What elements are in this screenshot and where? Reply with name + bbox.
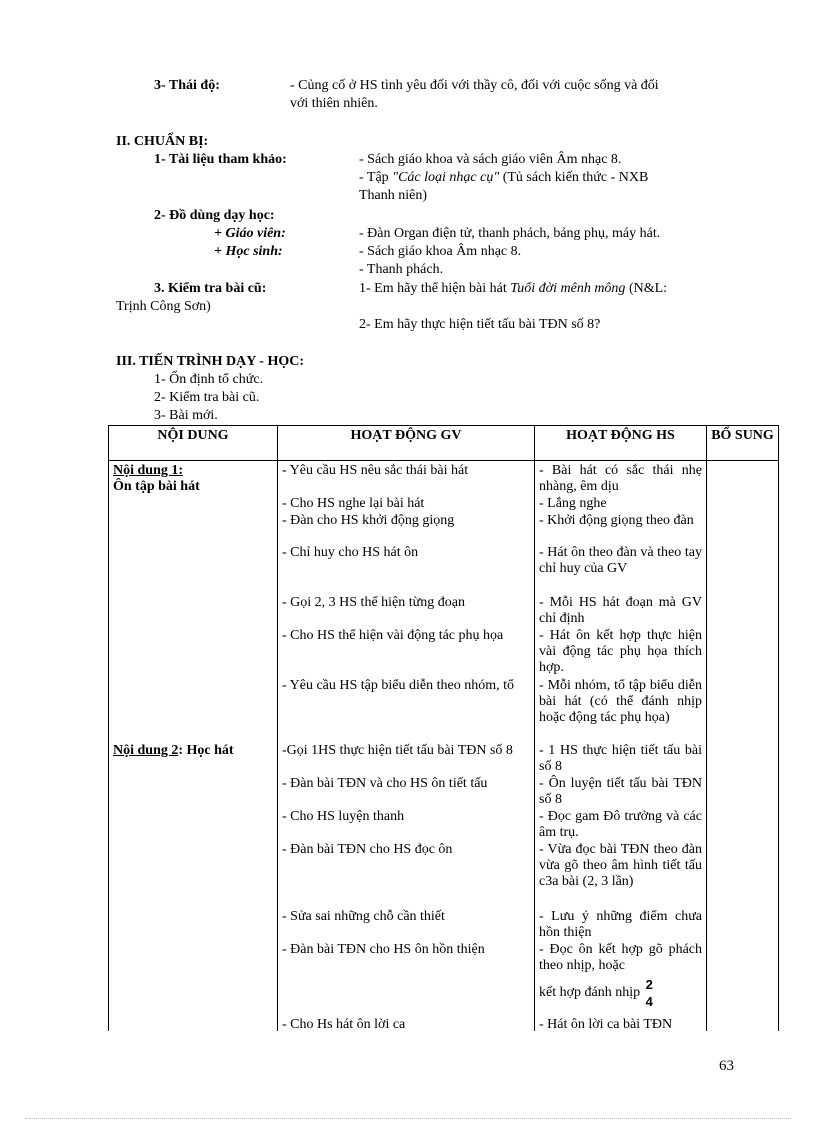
gv-item: - Đàn bài TĐN cho HS ôn hồn thiện (282, 942, 485, 957)
page-bottom-divider (25, 1118, 791, 1119)
step-2: 2- Kiểm tra bài cũ. (154, 390, 260, 405)
gv-item: -Gọi 1HS thực hiện tiết tấu bài TĐN số 8 (282, 743, 513, 758)
gv-cell (278, 461, 535, 1032)
teacher-label: + Giáo viên: (214, 226, 286, 241)
hs-item: - 1 HS thực hiện tiết tấu bài số 8 (539, 743, 702, 774)
reference-item-2 (359, 170, 648, 186)
gv-item: - Gọi 2, 3 HS thể hiện từng đoạn (282, 595, 465, 610)
hs-item: - Khởi động giọng theo đàn (539, 513, 694, 528)
check-question-2: 2- Em hãy thực hiện tiết tấu bài TĐN số 8? (359, 317, 601, 332)
hs-item: - Bài hát có sắc thái nhẹ nhàng, êm dịu (539, 463, 702, 494)
gv-item: - Đàn bài TĐN cho HS đọc ôn (282, 842, 453, 857)
check-question-1-song: Tuổi đời mênh mông (510, 281, 626, 296)
content-1 (113, 463, 200, 495)
header-content: NỘI DUNG (109, 426, 278, 461)
hs-item: - Mỗi HS hát đoạn mà GV chỉ định (539, 595, 702, 626)
reference-item-2-prefix: - Tập (359, 170, 393, 185)
reference-item-2-title: "Các loại nhạc cụ" (392, 170, 500, 185)
hs-item: - Đọc ôn kết hợp gõ phách theo nhịp, hoặc (539, 942, 702, 973)
teacher-items: - Đàn Organ điện tử, thanh phách, bảng phụ, máy hát. (359, 226, 661, 241)
hs-item: - Lưu ý những điểm chưa hồn thiện (539, 909, 702, 940)
hs-item: - Ôn luyện tiết tấu bài TĐN số 8 (539, 776, 702, 807)
gv-item: - Cho HS nghe lại bài hát (282, 496, 425, 511)
tools-label: 2- Đồ dùng dạy học: (154, 208, 275, 223)
gv-item: - Chỉ huy cho HS hát ôn (282, 545, 419, 560)
student-item-2: - Thanh phách. (359, 262, 444, 277)
gv-item: - Cho HS luyện thanh (282, 809, 405, 824)
hs-item: - Hát ôn kết hợp thực hiện vài động tác phụ họa thích hợp. (539, 628, 702, 675)
gv-item: - Đàn cho HS khởi động giọng (282, 513, 455, 528)
section3-heading: III. TIẾN TRÌNH DẠY - HỌC: (116, 354, 304, 369)
time-signature (646, 976, 653, 1010)
header-gv: HOẠT ĐỘNG GV (278, 426, 535, 461)
extra-cell (707, 461, 779, 1032)
hs-item: - Vừa đọc bài TĐN theo đàn vừa gõ theo âm hình tiết tấu c3a bài (2, 3 lần) (539, 842, 702, 889)
hs-item-text: kết hợp đánh nhịp (539, 985, 641, 1001)
hs-cell (535, 461, 707, 1032)
reference-item-2-suffix: (Tủ sách kiến thức - NXB (499, 170, 649, 185)
content-2 (113, 743, 234, 759)
check-question-1-prefix: 1- Em hãy thể hiện bài hát (359, 281, 511, 296)
check-label: 3. Kiểm tra bài cũ: (154, 281, 267, 296)
hs-item: - Đọc gam Đô trưởng và các âm trụ. (539, 809, 702, 840)
gv-item: - Sửa sai những chỗ cần thiết (282, 909, 445, 924)
hs-item: - Mỗi nhóm, tổ tập biểu diễn bài hát (có thể đánh nhịp hoặc động tác phụ họa) (539, 678, 702, 725)
content-1-title: Nội dung 1: (113, 463, 184, 478)
section2-heading: II. CHUẨN BỊ: (116, 134, 209, 149)
check-question-1-cont: Trịnh Công Sơn) (116, 299, 211, 314)
header-hs: HOẠT ĐỘNG HS (535, 426, 707, 461)
check-question-1-suffix: (N&L: (625, 281, 668, 296)
step-1: 1- Ổn định tổ chức. (154, 372, 264, 387)
attitude-label: 3- Thái độ: (154, 78, 220, 93)
student-label: + Học sinh: (214, 244, 283, 259)
attitude-text-line2: với thiên nhiên. (290, 96, 378, 111)
table-row (109, 461, 779, 1032)
time-signature-bottom: 4 (645, 994, 653, 1009)
hs-item-time-signature (539, 976, 653, 1010)
gv-item: - Yêu cầu HS nêu sắc thái bài hát (282, 463, 469, 478)
content-2-rest: : Học hát (178, 743, 234, 758)
time-signature-top: 2 (645, 977, 653, 992)
student-item-1: - Sách giáo khoa Âm nhạc 8. (359, 244, 522, 259)
gv-item: - Cho HS thể hiện vài động tác phụ họa (282, 628, 504, 643)
gv-item: - Cho Hs hát ôn lời ca (282, 1017, 406, 1032)
lesson-table (108, 425, 779, 1031)
table-header-row (109, 426, 779, 461)
reference-item-1: - Sách giáo khoa và sách giáo viên Âm nhạc 8. (359, 152, 622, 167)
gv-item: - Đàn bài TĐN và cho HS ôn tiết tấu (282, 776, 488, 791)
header-extra: BỔ SUNG (707, 426, 779, 461)
attitude-text-line1: - Củng cố ở HS tình yêu đối với thầy cô, đối với cuộc sống và đối (290, 78, 659, 93)
check-question-1 (359, 281, 667, 297)
hs-item: - Hát ôn lời ca bài TĐN (539, 1017, 673, 1032)
content-2-title: Nội dung 2 (113, 743, 179, 758)
reference-item-2-cont: Thanh niên) (359, 188, 428, 203)
gv-item: - Yêu cầu HS tập biểu diễn theo nhóm, tổ (282, 678, 514, 693)
step-3: 3- Bài mới. (154, 408, 218, 423)
content-cell (109, 461, 278, 1032)
hs-item: - Lắng nghe (539, 496, 607, 511)
content-1-subtitle: Ôn tập bài hát (113, 479, 200, 494)
page-number: 63 (719, 1058, 734, 1074)
hs-item: - Hát ôn theo đàn và theo tay chỉ huy của GV (539, 545, 702, 576)
reference-label: 1- Tài liệu tham khảo: (154, 152, 287, 167)
